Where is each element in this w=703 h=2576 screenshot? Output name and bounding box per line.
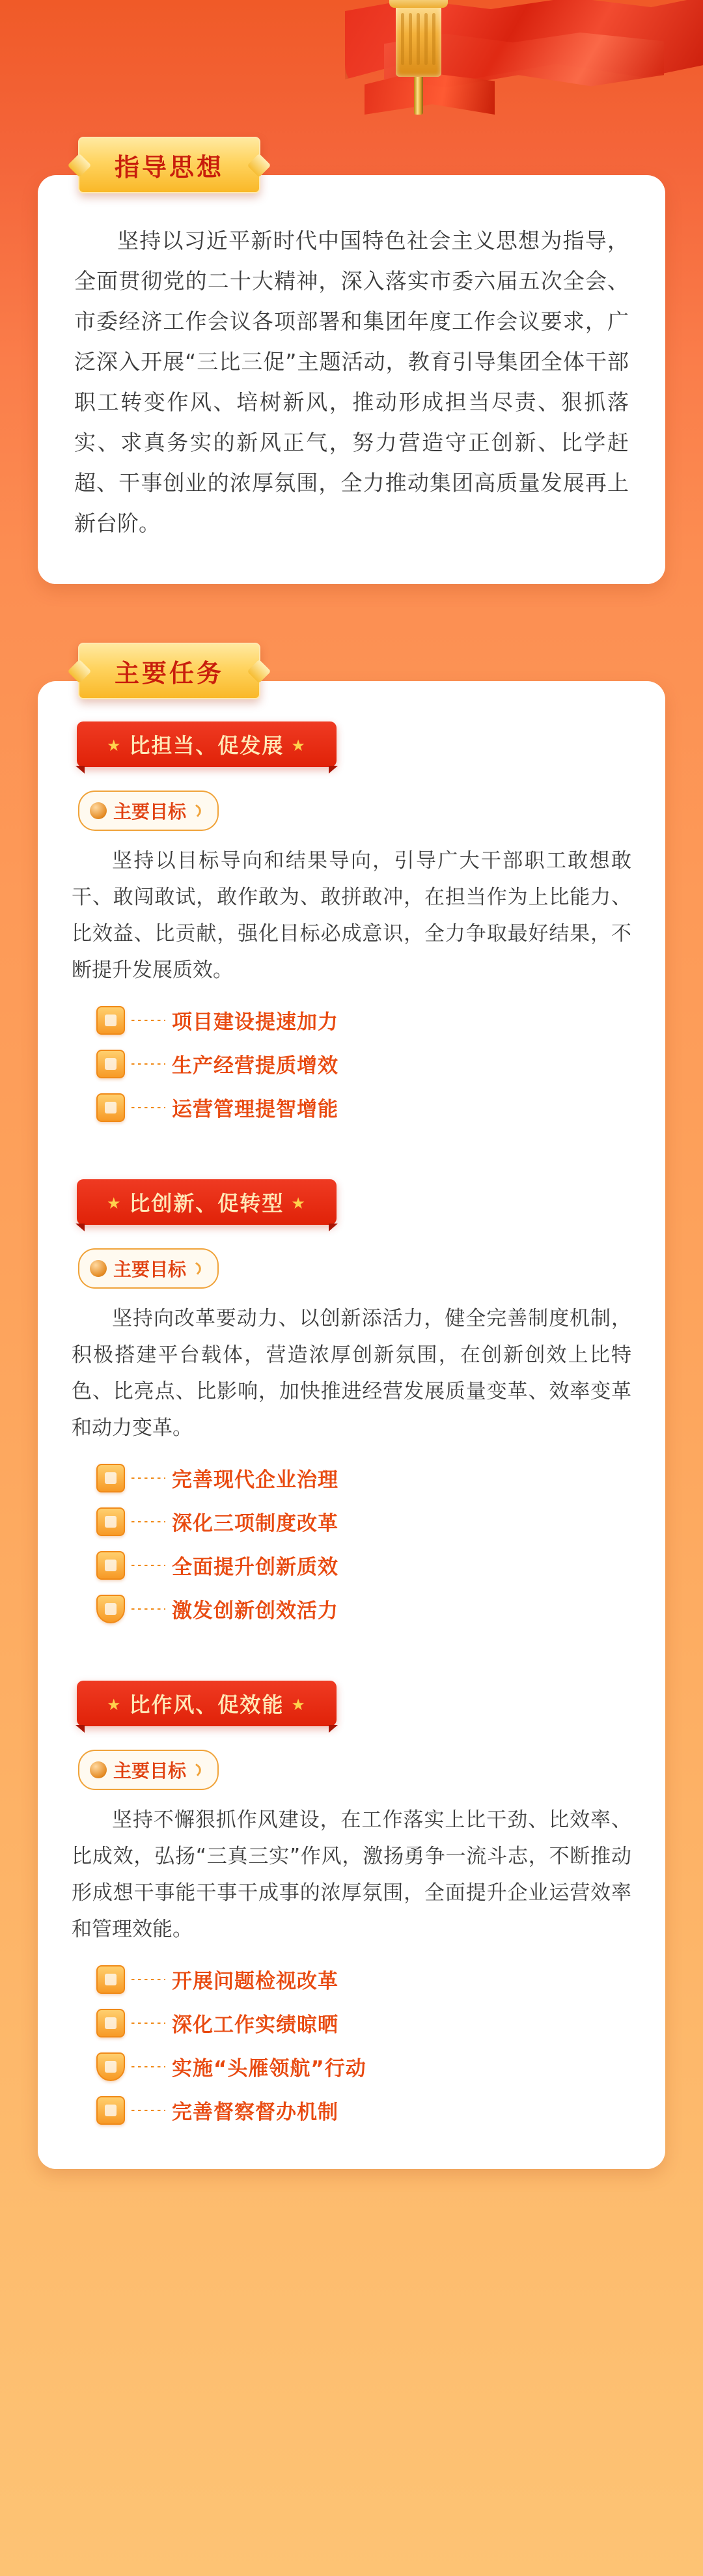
bullet-label: 实施“头雁领航”行动 [172,2057,366,2080]
list-item [96,2095,631,2125]
list-item [96,1005,631,1035]
clipboard-icon [96,2009,125,2037]
task-heading-3-label: 比作风、促效能 [129,1693,284,1716]
task-heading-1 [77,721,337,767]
goal-label-3 [78,1750,219,1790]
seal-icon [90,802,107,819]
bullet-label: 完善督察督办机制 [172,2101,338,2124]
dotted-leader [131,2066,165,2067]
bullet-label: 深化工作实绩晾晒 [172,2013,338,2037]
goal-label-1-text: 主要目标 [113,802,187,822]
main-tasks-card [38,681,665,2169]
dotted-leader [131,1477,165,1479]
dotted-leader [131,1107,165,1108]
task-block-1 [72,718,631,1122]
task-heading-2 [77,1179,337,1225]
task-heading-2-label: 比创新、促转型 [129,1192,284,1215]
bullet-label: 深化三项制度改革 [172,1512,338,1535]
bullet-label: 开展问题检视改革 [172,1970,338,1993]
bracket-icon [191,804,204,817]
shield-icon [96,1595,125,1623]
section-title-guiding-thought-wrap [0,137,703,193]
task-block-2 [72,1175,631,1623]
task-bullets-1 [72,1005,631,1122]
task-body-2: 坚持向改革要动力、以创新添活力，健全完善制度机制，积极搭建平台载体，营造浓厚创新氛围，在创新创效上比特色、比亮点、比影响，加快推进经营发展质量变革、效率变革和动力变革。 [72,1307,631,1440]
goal-label-2-text: 主要目标 [113,1259,187,1280]
gear-icon [96,1050,125,1078]
header-decoration [0,0,703,137]
stamp-icon [96,2096,125,2125]
bracket-icon [191,1763,204,1776]
task-block-3 [72,1677,631,2125]
bullet-label: 激发创新创效活力 [172,1599,338,1623]
dotted-leader [131,1565,165,1566]
list-item [96,1594,631,1623]
task-bullets-3 [72,1965,631,2125]
dotted-leader [131,1979,165,1980]
dotted-leader [131,2110,165,2111]
dotted-leader [131,1521,165,1522]
list-item [96,1965,631,1994]
goal-label-3-text: 主要目标 [113,1761,187,1781]
star-icon: ★ [107,1696,122,1714]
dotted-leader [131,2023,165,2024]
list-item [96,1550,631,1580]
list-item [96,1507,631,1536]
chart-icon [96,1093,125,1122]
dotted-leader [131,1063,165,1065]
bullet-label: 全面提升创新质效 [172,1556,338,1579]
magnifier-icon [96,1965,125,1994]
torch-lines-decoration [401,13,436,65]
bracket-icon [191,1262,204,1275]
dotted-leader [131,1020,165,1021]
flag-graphic [286,0,703,137]
star-icon: ★ [291,737,307,755]
shield-icon [96,2052,125,2081]
bank-icon [96,1464,125,1492]
guiding-thought-paragraph: 坚持以习近平新时代中国特色社会主义思想为指导，全面贯彻党的二十大精神，深入落实市委六届五次全会、市委经济工作会议各项部署和集团年度工作会议要求，广泛深入开展“三比三促”主题活动，教育引导集团全体干部职工转变作风、培树新风，推动形成担当尽责、狠抓落实、求真务实的新风正气，努力营造守正创新、比学赶超、干事创业的浓厚氛围，全力推动集团高质量发展再上新台阶。 [74,228,629,536]
star-icon: ★ [107,737,122,755]
seal-icon [90,1761,107,1778]
dotted-leader [131,1608,165,1610]
list-item [96,2008,631,2037]
guiding-thought-card [38,175,665,584]
torch-top-icon [389,0,448,8]
section-title-guiding-thought: 指导思想 [78,137,260,193]
list-item [96,1049,631,1078]
task-heading-1-label: 比担当、促发展 [129,734,284,757]
bullet-label: 项目建设提速加力 [172,1011,338,1034]
document-icon [96,1507,125,1536]
task-body-3: 坚持不懈狠抓作风建设，在工作落实上比干劲、比效率、比成效，弘扬“三真三实”作风，激扬勇争一流斗志，不断推动形成想干事能干事干成事的浓厚氛围，全面提升企业运营效率和管理效能。 [72,1808,631,1941]
seal-icon [90,1260,107,1277]
bullet-label: 运营管理提智增能 [172,1098,338,1121]
bullet-label: 生产经营提质增效 [172,1054,338,1078]
section-title-main-tasks-wrap [0,643,703,699]
list-item [96,2052,631,2081]
goal-label-1 [78,791,219,831]
task-bullets-2 [72,1463,631,1623]
star-icon: ★ [291,1195,307,1212]
task-body-1: 坚持以目标导向和结果导向，引导广大干部职工敢想敢干、敢闯敢试，敢作敢为、敢拼敢冲，在担当作为上比能力、比效益、比贡献，强化目标必成意识，全力争取最好结果，不断提升发展质效。 [72,849,631,982]
list-item [96,1093,631,1122]
flag-icon [96,1551,125,1580]
list-item [96,1463,631,1492]
bullet-label: 完善现代企业治理 [172,1468,338,1492]
star-icon: ★ [291,1696,307,1714]
section-title-main-tasks: 主要任务 [78,643,260,699]
goal-label-2 [78,1248,219,1289]
task-heading-3 [77,1681,337,1726]
star-icon: ★ [107,1195,122,1212]
building-icon [96,1006,125,1035]
